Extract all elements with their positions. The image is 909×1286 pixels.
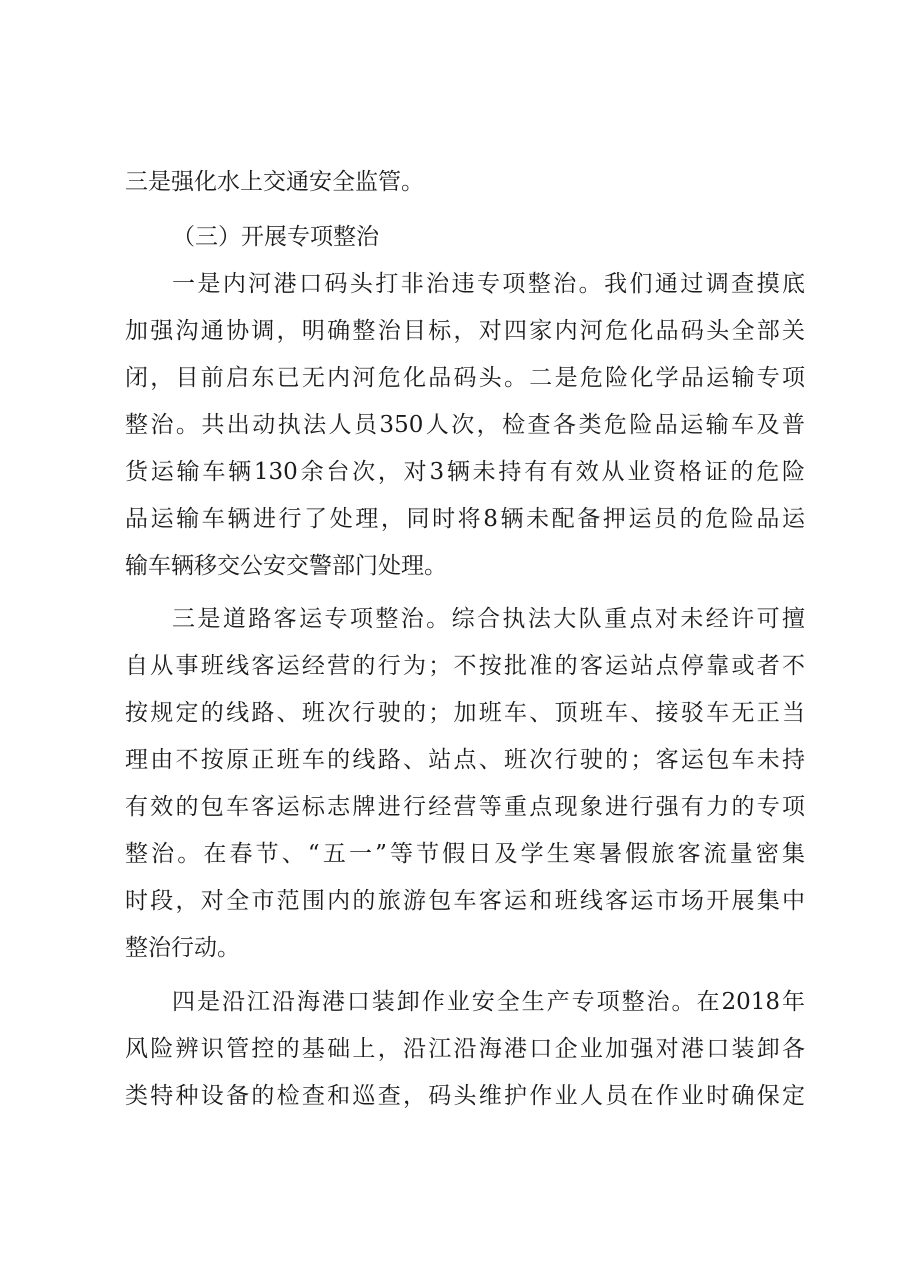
paragraph-line: 输车辆移交公安交警部门处理。 — [125, 553, 447, 579]
paragraph-line: 三是道路客运专项整治。综合执法大队重点对未经许可擅 — [172, 606, 805, 632]
section-heading: （三）开展专项整治 — [172, 224, 379, 250]
paragraph-line: 按规定的线路、班次行驶的；加班车、顶班车、接驳车无正当 — [125, 700, 805, 726]
paragraph-line: 品运输车辆进行了处理，同时将8辆未配备押运员的危险品运 — [125, 506, 805, 532]
paragraph-line: 整治。共出动执法人员350人次，检查各类危险品运输车及普 — [125, 412, 805, 438]
paragraph-line: 理由不按原正班车的线路、站点、班次行驶的；客运包车未持 — [125, 747, 805, 773]
paragraph-line: 一是内河港口码头打非治违专项整治。我们通过调查摸底 — [172, 271, 805, 297]
paragraph-line: 风险辨识管控的基础上，沿江沿海港口企业加强对港口装卸各 — [125, 1036, 805, 1062]
paragraph-line: 类特种设备的检查和巡查，码头维护作业人员在作业时确保定 — [125, 1083, 805, 1109]
paragraph-line: 货运输车辆130余台次，对3辆未持有有效从业资格证的危险 — [125, 459, 805, 485]
paragraph-line: 自从事班线客运经营的行为；不按批准的客运站点停靠或者不 — [125, 653, 805, 679]
paragraph-line: 时段，对全市范围内的旅游包车客运和班线客运市场开展集中 — [125, 888, 805, 914]
paragraph-line: 整治行动。 — [125, 935, 240, 961]
paragraph-line: 有效的包车客运标志牌进行经营等重点现象进行强有力的专项 — [125, 794, 805, 820]
paragraph-line: 三是强化水上交通安全监管。 — [125, 169, 424, 195]
paragraph-line: 整治。在春节、“五一”等节假日及学生寒暑假旅客流量密集 — [125, 841, 805, 867]
paragraph-line: 闭，目前启东已无内河危化品码头。二是危险化学品运输专项 — [125, 365, 805, 391]
paragraph-line: 四是沿江沿海港口装卸作业安全生产专项整治。在2018年 — [172, 989, 805, 1015]
paragraph-line: 加强沟通协调，明确整治目标，对四家内河危化品码头全部关 — [125, 318, 805, 344]
